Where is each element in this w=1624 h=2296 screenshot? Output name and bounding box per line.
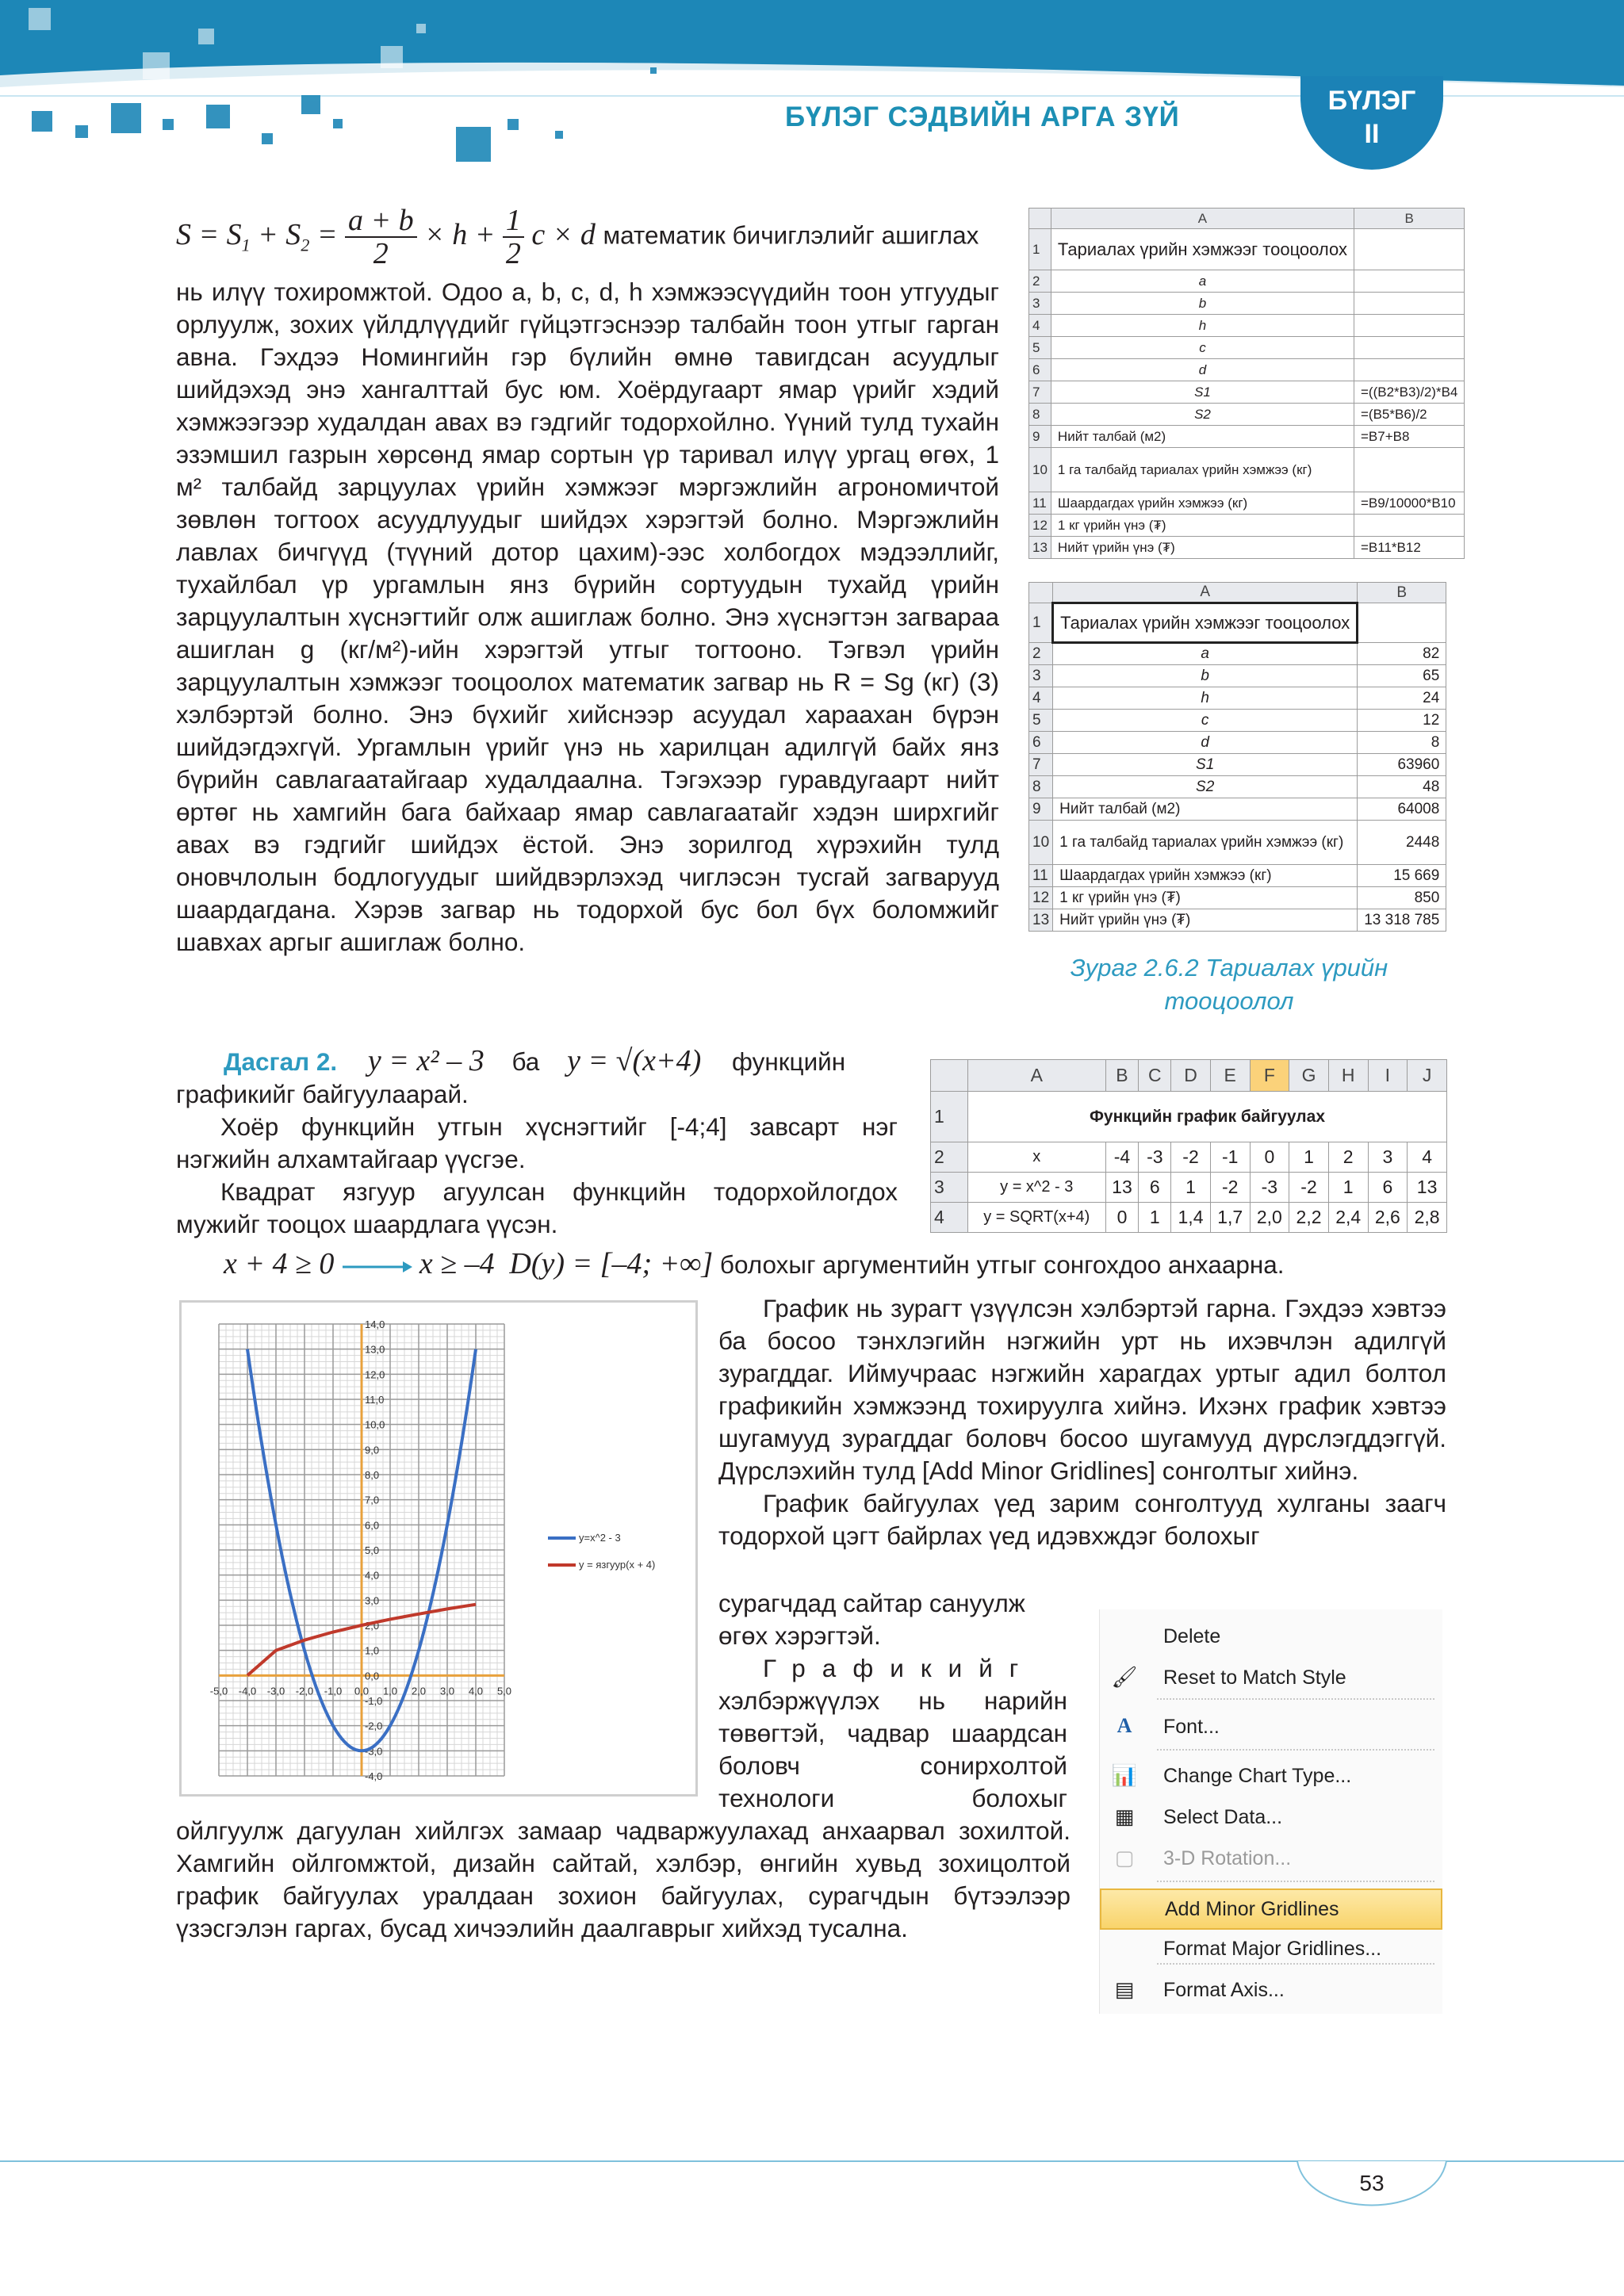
- row-number: 3: [1029, 293, 1051, 315]
- exercise-formula-1: y = x² – 3: [367, 1044, 485, 1077]
- row-number: 13: [1029, 537, 1051, 559]
- cell-value: 2448: [1358, 821, 1446, 865]
- y-tick-label: -2,0: [365, 1720, 383, 1732]
- cell-label: 1 га талбайд тариалах үрийн хэмжээ (кг): [1051, 448, 1354, 492]
- cell-label: Нийт талбай (м2): [1051, 426, 1354, 448]
- cell-value: 8: [1358, 732, 1446, 754]
- cell-value: [1354, 448, 1465, 492]
- column-header: H: [1328, 1060, 1368, 1092]
- table-row: [1029, 665, 1446, 687]
- paragraph-2-p2c: өгөх хэрэгтэй.: [718, 1621, 881, 1650]
- table-row: 2 x -4 -3 -2 -1 0 1 2 3 4: [931, 1142, 1447, 1173]
- table-row: [1029, 732, 1446, 754]
- table-row: [1029, 381, 1465, 404]
- sheet-title: Тариалах үрийн хэмжээг тооцоолох: [1053, 603, 1358, 643]
- cell-value: 1: [1139, 1203, 1171, 1233]
- cell-label: Шаардагдах үрийн хэмжээ (кг): [1053, 865, 1358, 887]
- cell-value: -2: [1210, 1173, 1250, 1203]
- formula-area-line: [176, 205, 1001, 284]
- column-header: C: [1139, 1060, 1171, 1092]
- figure-caption: Зураг 2.6.2 Тариалах үрийн тооцоолол: [1070, 954, 1388, 1015]
- cell-label: a: [1051, 270, 1354, 293]
- chart-type-icon: 📊: [1111, 1763, 1138, 1787]
- cell-value: [1354, 515, 1465, 537]
- row-number: 10: [1029, 821, 1053, 865]
- cell-value: 13 318 785: [1358, 909, 1446, 932]
- cell-label: h: [1051, 315, 1354, 337]
- table-row: [1029, 315, 1465, 337]
- cell-label: Шаардагдах үрийн хэмжээ (кг): [1051, 492, 1354, 515]
- paragraph-2-narrow: [718, 1587, 1067, 1815]
- cell-value: =B9/10000*B10: [1354, 492, 1465, 515]
- format-axis-icon: ▤: [1114, 1977, 1135, 2001]
- column-header: I: [1368, 1060, 1408, 1092]
- exercise-line2: графикийг байгуулаарай.: [176, 1080, 469, 1108]
- cell-value: 65: [1358, 665, 1446, 687]
- column-header: G: [1289, 1060, 1329, 1092]
- exercise-label: Дасгал 2.: [224, 1047, 338, 1076]
- page-number: 53: [1359, 2171, 1385, 2195]
- table-row: [1029, 270, 1465, 293]
- domain-formula-c: D(y) = [–4; +∞]: [509, 1247, 714, 1280]
- column-header: D: [1171, 1060, 1211, 1092]
- paragraph-2-p3f: ойлгуулж дагуулан хийлгэх замаар чадваржуулахад анхаарвал зохилтой. Хамгийн ойлгомжтой, дизайн сайтай, хэлбэр, өнгийн хувьд зохицолтой график байгуулах уралдаан зохион байгуулах, сурагчдын бүтээлээр үзэсгэлэн гаргах, бусад хичээлийн даалгаврыг хийхэд тусална.: [176, 1816, 1071, 1942]
- row-number: 4: [1029, 315, 1051, 337]
- cell-value: 1: [1328, 1173, 1368, 1203]
- cell-value: -2: [1171, 1142, 1211, 1173]
- cell-value: 48: [1358, 776, 1446, 798]
- column-header: J: [1408, 1060, 1447, 1092]
- cell-label: a: [1053, 643, 1358, 665]
- row-number: 6: [1029, 732, 1053, 754]
- y-tick-label: 12,0: [365, 1368, 385, 1381]
- cell-value: =(B5*B6)/2: [1354, 404, 1465, 426]
- cell-value: 2,0: [1250, 1203, 1289, 1233]
- cell-value: 13: [1105, 1173, 1139, 1203]
- cell-value: 2,2: [1289, 1203, 1329, 1233]
- row-number: 2: [1029, 643, 1053, 665]
- x-tick-label: -2,0: [295, 1685, 314, 1697]
- y-tick-label: 2,0: [365, 1620, 380, 1632]
- y-tick-label: 10,0: [365, 1418, 385, 1431]
- table-row: [1029, 776, 1446, 798]
- exercise-conj: ба: [511, 1047, 540, 1076]
- table-row: [1029, 887, 1446, 909]
- table-row: 4 y = SQRT(x+4) 0 1 1,4 1,7 2,0 2,2 2,4 2,6 2,8: [931, 1203, 1447, 1233]
- cell-value: y = x^2 - 3: [968, 1173, 1106, 1203]
- table-row: [1029, 448, 1465, 492]
- table-row: [1029, 909, 1446, 932]
- row-number: 10: [1029, 448, 1051, 492]
- cell-value: -3: [1139, 1142, 1171, 1173]
- menu-separator: [1157, 1749, 1434, 1751]
- domain-line: [224, 1248, 1413, 1281]
- row-number: 6: [1029, 359, 1051, 381]
- cell-value: 82: [1358, 643, 1446, 665]
- legend-label: y=x^2 - 3: [579, 1532, 621, 1544]
- cell-value: [1354, 359, 1465, 381]
- menu-item-delete[interactable]: [1100, 1617, 1442, 1659]
- cell-value: 6: [1139, 1173, 1171, 1203]
- y-tick-label: -4,0: [365, 1770, 383, 1782]
- cell-value: 0: [1105, 1203, 1139, 1233]
- y-tick-label: 1,0: [365, 1644, 380, 1657]
- cell-value: 6: [1368, 1173, 1408, 1203]
- paragraph-2-p3e: технологи болохыг: [718, 1784, 1067, 1812]
- sheet-title: Функцийн график байгуулах: [968, 1092, 1447, 1142]
- cell-value: -1: [1210, 1142, 1250, 1173]
- cell-label: c: [1053, 710, 1358, 732]
- cell-value: 1,7: [1210, 1203, 1250, 1233]
- function-chart: [179, 1300, 698, 1797]
- row-number: 8: [1029, 404, 1051, 426]
- cell-label: c: [1051, 337, 1354, 359]
- row-number: 2: [1029, 270, 1051, 293]
- table-row: [1029, 754, 1446, 776]
- menu-item-label: Delete: [1163, 1625, 1221, 1647]
- exercise-p3: Квадрат язгуур агуулсан функцийн тодорхойлогдох мужийг тооцох шаардлага үүсэн.: [176, 1177, 898, 1238]
- cell-value: =((B2*B3)/2)*B4: [1354, 381, 1465, 404]
- table-row: [1029, 798, 1446, 821]
- row-number: 12: [1029, 515, 1051, 537]
- menu-item-reset-to-match-style[interactable]: [1100, 1659, 1442, 1700]
- cell-value: [1354, 270, 1465, 293]
- menu-item-label: Format Axis...: [1163, 1979, 1285, 2001]
- cell-label: b: [1051, 293, 1354, 315]
- cell-value: 0: [1250, 1142, 1289, 1173]
- cell-value: -4: [1105, 1142, 1139, 1173]
- x-tick-label: -5,0: [209, 1685, 228, 1697]
- menu-item-label: Reset to Match Style: [1163, 1667, 1346, 1689]
- row-number: 7: [1029, 754, 1053, 776]
- row-number: 5: [1029, 710, 1053, 732]
- sheet-title: Тариалах үрийн хэмжээг тооцоолох: [1051, 229, 1354, 270]
- menu-separator: [1157, 1881, 1434, 1882]
- table-row: [1029, 359, 1465, 381]
- menu-item-format-axis[interactable]: [1100, 1971, 1442, 2012]
- table-row: [1029, 337, 1465, 359]
- menu-item-change-chart-type[interactable]: [1100, 1757, 1442, 1798]
- table-row: [1029, 643, 1446, 665]
- reset-style-icon: 🖌: [1111, 1665, 1138, 1689]
- cell-label: S1: [1051, 381, 1354, 404]
- menu-item-font[interactable]: [1100, 1708, 1442, 1749]
- cell-value: x: [968, 1142, 1106, 1173]
- column-header: E: [1210, 1060, 1250, 1092]
- y-tick-label: 13,0: [365, 1343, 385, 1356]
- x-tick-label: 3,0: [439, 1685, 455, 1697]
- y-tick-label: 4,0: [365, 1569, 380, 1582]
- paragraph-2-p2a: График байгуулах үед зарим сонголтууд хулганы заагч тодорхой цэгт байрлах үед идэвхждэг болохыг: [718, 1489, 1446, 1550]
- table-row: [1029, 821, 1446, 865]
- formula-tail: математик бичиглэлийг ашиглах: [603, 220, 979, 250]
- cell-value: =B11*B12: [1354, 537, 1465, 559]
- column-header: B: [1105, 1060, 1139, 1092]
- table-row: [1029, 687, 1446, 710]
- y-tick-label: 6,0: [365, 1519, 380, 1532]
- cell-value: 850: [1358, 887, 1446, 909]
- menu-item-format-major-gridlines[interactable]: [1100, 1930, 1442, 1971]
- cell-value: 1: [1171, 1173, 1211, 1203]
- cell-value: 13: [1408, 1173, 1447, 1203]
- cell-value: [1354, 315, 1465, 337]
- legend-label: y = язгуур(x + 4): [579, 1559, 656, 1571]
- chart-context-menu: [1099, 1609, 1442, 2014]
- exercise-line1-tail: функцийн: [732, 1047, 846, 1076]
- cell-label: d: [1053, 732, 1358, 754]
- cell-value: 2,6: [1368, 1203, 1408, 1233]
- paragraph-1: [176, 276, 999, 959]
- domain-text: болохыг аргументийн утгыг сонгохдоо анхаарна.: [719, 1250, 1285, 1279]
- cell-value: 1: [1289, 1142, 1329, 1173]
- paragraph-2-p3d: боловч сонирхолтой: [718, 1751, 1067, 1780]
- y-tick-label: -3,0: [365, 1745, 383, 1758]
- cell-value: 12: [1358, 710, 1446, 732]
- paragraph-2-p3a: Графикийг: [763, 1654, 1036, 1682]
- y-tick-label: 9,0: [365, 1444, 380, 1456]
- paragraph-2: [718, 1292, 1446, 1552]
- y-tick-label: 3,0: [365, 1594, 380, 1607]
- cell-label: Нийт үрийн үнэ (₮): [1053, 909, 1358, 932]
- cell-label: 1 га талбайд тариалах үрийн хэмжээ (кг): [1053, 821, 1358, 865]
- spreadsheet-formulas: A B 1 Тариалах үрийн хэмжээг тооцоолох 2 a 3 b 4 h 5 c 6 d 7 S1 =((B2*B3)/2)*B4 8 S2 =(B5*B6)/2 9 Нийт талбай (м2) =B7+B8 10 1 га талбайд тариалах үрийн хэмжээ (кг) 11 Шаардагдах үрийн хэмжээ (кг) =B9/10000*B10 12 1 кг үрийн үнэ (₮) 13 Нийт үрийн үнэ (₮) =B11*B12: [1028, 208, 1465, 559]
- x-tick-label: -4,0: [238, 1685, 257, 1697]
- cell-label: S1: [1053, 754, 1358, 776]
- exercise-p2: Хоёр функцийн утгын хүснэгтийг [-4;4] завсарт нэг нэгжийн алхамтайгаар үүсгэе.: [176, 1112, 898, 1173]
- cell-label: 1 кг үрийн үнэ (₮): [1053, 887, 1358, 909]
- y-tick-label: 8,0: [365, 1469, 380, 1481]
- menu-item-label: Font...: [1163, 1716, 1220, 1738]
- cell-value: 24: [1358, 687, 1446, 710]
- menu-item-label: Change Chart Type...: [1163, 1765, 1352, 1787]
- area-formula: $S = S_1 + S_2$ = $\frac{a + b}{2}$ × h + $\frac{1}{2}$ c × d: [176, 204, 603, 270]
- x-tick-label: -1,0: [324, 1685, 343, 1697]
- paragraph-2-p2b: сурагчдад сайтар сануулж: [718, 1589, 1025, 1617]
- row-number: 11: [1029, 492, 1051, 515]
- paragraph-2-tail: [176, 1815, 1071, 1945]
- cell-label: b: [1053, 665, 1358, 687]
- cell-label: S2: [1053, 776, 1358, 798]
- cell-label: 1 кг үрийн үнэ (₮): [1051, 515, 1354, 537]
- row-number: 8: [1029, 776, 1053, 798]
- menu-item-3-d-rotation: [1100, 1839, 1442, 1881]
- row-number: 5: [1029, 337, 1051, 359]
- x-tick-label: 2,0: [411, 1685, 427, 1697]
- menu-item-add-minor-gridlines[interactable]: [1100, 1888, 1442, 1930]
- row-number: 9: [1029, 426, 1051, 448]
- y-tick-label: 11,0: [365, 1394, 385, 1406]
- menu-item-label: Add Minor Gridlines: [1165, 1898, 1339, 1920]
- y-tick-label: 5,0: [365, 1544, 380, 1556]
- row-number: 3: [1029, 665, 1053, 687]
- row-number: 13: [1029, 909, 1053, 932]
- cell-value: 15 669: [1358, 865, 1446, 887]
- table-row: [1029, 426, 1465, 448]
- paragraph-2-p3b: хэлбэржүүлэх нь нарийн: [718, 1686, 1067, 1715]
- cell-value: =B7+B8: [1354, 426, 1465, 448]
- column-header: B: [1354, 209, 1465, 229]
- table-row: [1029, 492, 1465, 515]
- cell-value: 2: [1328, 1142, 1368, 1173]
- column-header: F: [1250, 1060, 1289, 1092]
- x-tick-label: 1,0: [382, 1685, 398, 1697]
- row-number: 11: [1029, 865, 1053, 887]
- y-tick-label: 7,0: [365, 1494, 380, 1506]
- table-row: [1029, 537, 1465, 559]
- domain-formula-b: x ≥ –4: [419, 1247, 495, 1280]
- cell-value: [1354, 293, 1465, 315]
- cell-label: h: [1053, 687, 1358, 710]
- x-tick-label: 0,0: [354, 1685, 370, 1697]
- spreadsheet-values: A B 1 Тариалах үрийн хэмжээг тооцоолох 2 a 82 3 b 65 4 h 24 5 c 12 6 d 8 7 S1 63960 8 S2 48 9 Нийт талбай (м2) 64008 10 1 га талбайд тариалах үрийн хэмжээ (кг) 2448 11 Шаардагдах үрийн хэмжээ (кг) 15 669 12 1 кг үрийн үнэ (₮) 850 13 Нийт үрийн үнэ (₮) 13 318 785: [1028, 582, 1446, 932]
- table-row: [1029, 293, 1465, 315]
- cell-value: 63960: [1358, 754, 1446, 776]
- row-number: 12: [1029, 887, 1053, 909]
- cell-label: d: [1051, 359, 1354, 381]
- row-number: 9: [1029, 798, 1053, 821]
- table-row: [1029, 710, 1446, 732]
- select-data-icon: ▦: [1114, 1804, 1135, 1828]
- y-tick-label: 0,0: [365, 1670, 380, 1682]
- column-header: A: [1053, 583, 1358, 603]
- cell-label: Нийт талбай (м2): [1053, 798, 1358, 821]
- x-tick-label: 4,0: [468, 1685, 484, 1697]
- column-header: A: [968, 1060, 1106, 1092]
- chapter-number: II: [1364, 119, 1380, 149]
- section-title: БҮЛЭГ СЭДВИЙН АРГА ЗҮЙ: [785, 101, 1180, 132]
- y-tick-label: -1,0: [365, 1695, 383, 1707]
- cell-value: 2,4: [1328, 1203, 1368, 1233]
- exercise-formula-2: y = √(x+4): [567, 1044, 702, 1077]
- exercise-block: [176, 1045, 898, 1241]
- cell-value: 2,8: [1408, 1203, 1447, 1233]
- rotation-icon: ▢: [1114, 1846, 1135, 1869]
- cell-label: Нийт үрийн үнэ (₮): [1051, 537, 1354, 559]
- column-header: A: [1051, 209, 1354, 229]
- table-row: [1029, 404, 1465, 426]
- table-row: [1029, 865, 1446, 887]
- cell-value: -2: [1289, 1173, 1329, 1203]
- x-tick-label: 5,0: [496, 1685, 512, 1697]
- cell-value: 1,4: [1171, 1203, 1211, 1233]
- cell-value: [1354, 337, 1465, 359]
- column-header: B: [1358, 583, 1446, 603]
- x-tick-label: -3,0: [266, 1685, 285, 1697]
- domain-formula-a: x + 4 ≥ 0: [224, 1247, 335, 1280]
- cell-value: 3: [1368, 1142, 1408, 1173]
- arrow-icon: [341, 1259, 412, 1275]
- menu-item-label: Select Data...: [1163, 1806, 1283, 1828]
- table-row: 3 y = x^2 - 3 13 6 1 -2 -3 -2 1 6 13: [931, 1173, 1447, 1203]
- menu-item-select-data[interactable]: [1100, 1798, 1442, 1839]
- chapter-label: БҮЛЭГ: [1327, 86, 1416, 116]
- row-number: 4: [1029, 687, 1053, 710]
- spreadsheet-function: A B C D E F G H I J 1 Функцийн график байгуулах 2 x -4 -3 -2 -1 0 1 2 3 4 3 y = x^2 - 3 13 6 1 -2 -3 -2 1 6 13 4 y = SQRT(x+4) 0 1 1,4 1,7 2,0 2,2 2,4 2,6 2,8: [930, 1059, 1447, 1233]
- cell-value: y = SQRT(x+4): [968, 1203, 1106, 1233]
- cell-label: S2: [1051, 404, 1354, 426]
- row-number: 7: [1029, 381, 1051, 404]
- cell-value: -3: [1250, 1173, 1289, 1203]
- cell-value: 64008: [1358, 798, 1446, 821]
- menu-item-label: 3-D Rotation...: [1163, 1847, 1292, 1869]
- menu-item-label: Format Major Gridlines...: [1163, 1938, 1382, 1960]
- paragraph-2-p3c: төвөгтэй, чадвар шаардсан: [718, 1719, 1067, 1747]
- cell-value: 4: [1408, 1142, 1447, 1173]
- font-icon: A: [1116, 1714, 1132, 1737]
- paragraph-1-text: нь илүү тохиромжтой. Одоо a, b, c, d, h хэмжээсүүдийн тоон утгуудыг орлуулж, зохих үйлдлүүдийг гүйцэтгэснээр талбайн тоон утгыг гарган авна. Гэхдээ Номингийн гэр бүлийн өмнө тавигдсан асуудлыг шийдэхэд энэ хангалттай бус юм. Хоёрдугаарт ямар үрийг хэдий хэмжээгээр худалдан авах вэ гэдгийг тодорхойлно. Үүний тулд тухайн эзэмшил газрын хөрсөнд ямар сортын үр таривал илүү ургац өгөх, 1 м² талбайд зарцуулах үрийн хэмжээг мэргэжлийн агрономичтой зөвлөн тогтоох асуудлуудыг шийдэх хэрэгтэй болно. Мэргэжлийн лавлах бичгүүд (түүний дотор цахим)-ээс холбогдох мэдээллийг, тухайлбал үр ургамлын янз бүрийн сортуудын тухайд үрийн зарцуулалтын хүснэгтийг олж ашиглаж болно. Энэ хүснэгтэн загвараа ашиглан g (кг/м²)-ийн хэрэгтэй утгыг тогтооно. Тэгвэл үрийн зарцуулалтын хэмжээг тооцоолох математик загвар нь R = Sg (кг) (3) хэлбэртэй болно. Энэ бүхийг хийснээр асуудал хараахан бүрэн шийдэгдэхгүй. Ургамлын үрийг үнэ нь харилцан адилгүй байх янз бүрийн савлагаатайгаар худалдаална. Тэгэхээр гуравдугаарт нийт өртөг нь хамгийн бага байхаар ямар савлагаатайг хэдэн ширхгийг авах вэ гэдгийг шийдэх ёстой. Энэ зорилгод хүрэхийн тулд оновчлолын бодлогуудыг шийдвэрлэхэд чиглэсэн тусгай загварууд шаардагдана. Хэрэв загвар нь тодорхой бус бол бүх боломжийг шавхах аргыг ашиглаж болно.: [176, 277, 999, 956]
- y-tick-label: 14,0: [365, 1318, 385, 1330]
- paragraph-2-p1: График нь зурагт үзүүлсэн хэлбэртэй гарна. Гэхдээ хэвтээ ба босоо тэнхлэгийн нэгжийн урт нь ихэвчлэн адилгүй зурагддаг. Иймучраас нэгжийн харагдах уртыг адил болтол графикийн хэмжээнд тохируулга хийнэ. Ихэнх график хэвтээ шугамууд зурагддаг боловч босоо шугамууд дүрслэгддэггүй. Дүрслэхийн тулд [Add Minor Gridlines] сонголтыг хийнэ.: [718, 1294, 1446, 1485]
- table-row: [1029, 515, 1465, 537]
